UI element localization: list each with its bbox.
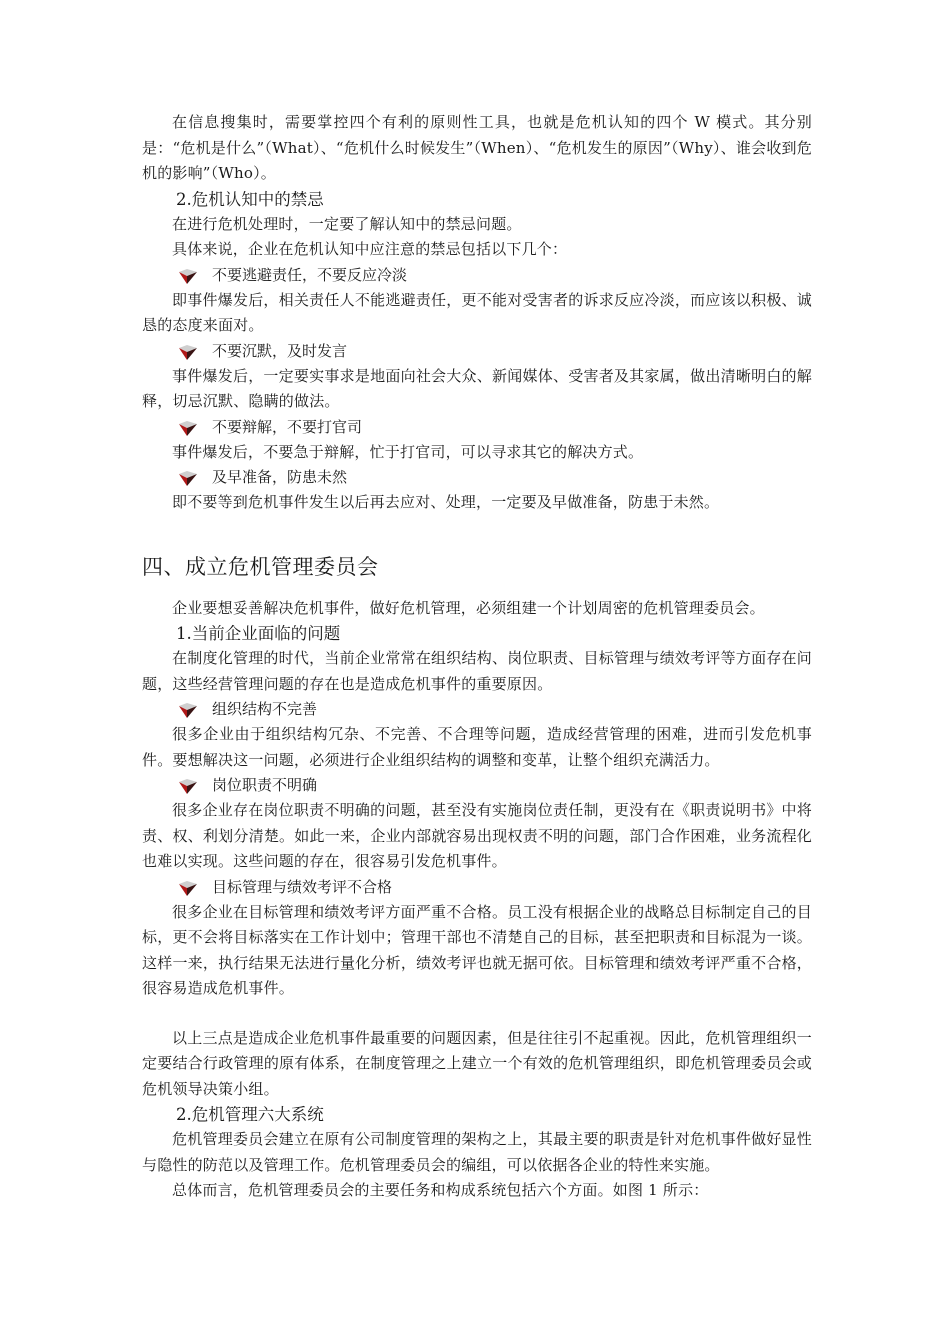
paragraph: 以上三点是造成企业危机事件最重要的问题因素，但是往往引不起重视。因此，危机管理组织一定要结合行政管理的原有体系，在制度管理之上建立一个有效的危机管理组织，即危机管理委员会或危机领导决策小组。 <box>142 1028 812 1098</box>
arrow-down-bullet-icon <box>178 702 198 718</box>
paragraph: 具体来说，企业在危机认知中应注意的禁忌包括以下几个： <box>172 240 568 258</box>
bullet-item <box>178 773 812 798</box>
bullet-text: 目标管理与绩效考评不合格 <box>212 877 393 896</box>
subheading: 1.当前企业面临的问题 <box>176 624 341 643</box>
bullet-text: 岗位职责不明确 <box>212 776 318 794</box>
paragraph: 很多企业存在岗位职责不明确的问题，甚至没有实施岗位责任制，更没有在《职责说明书》中将责、权、利划分清楚。如此一来，企业内部就容易出现权责不明的问题，部门合作困难，业务流程化也难以实现。这些问题的存在，很容易引发危机事件。 <box>142 801 812 870</box>
bullet-text: 不要逃避责任，不要反应冷淡 <box>212 265 408 284</box>
bullet-item <box>178 465 812 490</box>
arrow-down-bullet-icon <box>178 778 198 794</box>
bullet-text: 不要辩解，不要打官司 <box>212 417 363 436</box>
section-heading: 四、成立危机管理委员会 <box>142 554 379 579</box>
paragraph: 在制度化管理的时代，当前企业常常在组织结构、岗位职责、目标管理与绩效考评等方面存在问题，这些经营管理问题的存在也是造成危机事件的重要原因。 <box>142 649 812 693</box>
paragraph: 企业要想妥善解决危机事件，做好危机管理，必须组建一个计划周密的危机管理委员会。 <box>172 598 765 617</box>
arrow-down-bullet-icon <box>178 880 198 896</box>
paragraph: 事件爆发后，不要急于辩解，忙于打官司，可以寻求其它的解决方式。 <box>172 442 644 461</box>
bullet-text: 及早准备，防患未然 <box>212 468 348 486</box>
subheading: 2.危机管理六大系统 <box>176 1105 324 1124</box>
arrow-down-bullet-icon <box>178 420 198 436</box>
paragraph: 危机管理委员会建立在原有公司制度管理的架构之上，其最主要的职责是针对危机事件做好显性与隐性的防范以及管理工作。危机管理委员会的编组，可以依据各企业的特性来实施。 <box>142 1130 812 1174</box>
document-page <box>142 110 812 1204</box>
bullet-item <box>178 697 812 722</box>
bullet-item <box>178 339 812 364</box>
bullet-text: 不要沉默，及时发言 <box>212 341 348 360</box>
paragraph: 在进行危机处理时，一定要了解认知中的禁忌问题。 <box>172 214 522 233</box>
arrow-down-bullet-icon <box>178 268 198 284</box>
arrow-down-bullet-icon <box>178 470 198 486</box>
bullet-text: 组织结构不完善 <box>212 700 318 718</box>
paragraph: 在信息搜集时，需要掌控四个有利的原则性工具，也就是危机认知的四个 W 模式。其分别是：“危机是什么”（What）、“危机什么时候发生”（When）、“危机发生的原因”（Why）、谁会收到危机的影响”（Who）。 <box>142 113 812 182</box>
blank-line <box>142 1002 812 1026</box>
subheading: 2.危机认知中的禁忌 <box>176 189 324 209</box>
bullet-item <box>178 415 812 440</box>
arrow-down-bullet-icon <box>178 344 198 360</box>
paragraph: 即事件爆发后，相关责任人不能逃避责任，更不能对受害者的诉求反应冷淡，而应该以积极、诚恳的态度来面对。 <box>142 290 812 334</box>
paragraph: 很多企业由于组织结构冗杂、不完善、不合理等问题，造成经营管理的困难，进而引发危机事件。要想解决这一问题，必须进行企业组织结构的调整和变革，让整个组织充满活力。 <box>142 725 812 769</box>
paragraph: 总体而言，危机管理委员会的主要任务和构成系统包括六个方面。如图 1 所示： <box>172 1181 709 1199</box>
paragraph: 即不要等到危机事件发生以后再去应对、处理，一定要及早做准备，防患于未然。 <box>172 493 720 511</box>
paragraph: 事件爆发后，一定要实事求是地面向社会大众、新闻媒体、受害者及其家属，做出清晰明白的解释，切忌沉默、隐瞒的做法。 <box>142 366 812 410</box>
bullet-item <box>178 263 812 288</box>
bullet-item <box>178 875 812 900</box>
paragraph: 很多企业在目标管理和绩效考评方面严重不合格。员工没有根据企业的战略总目标制定自己的目标，更不会将目标落实在工作计划中；管理干部也不清楚自己的目标，甚至把职责和目标混为一谈。这样一来，执行结果无法进行量化分析，绩效考评也就无据可依。目标管理和绩效考评严重不合格，很容易造成危机事件。 <box>142 902 812 997</box>
